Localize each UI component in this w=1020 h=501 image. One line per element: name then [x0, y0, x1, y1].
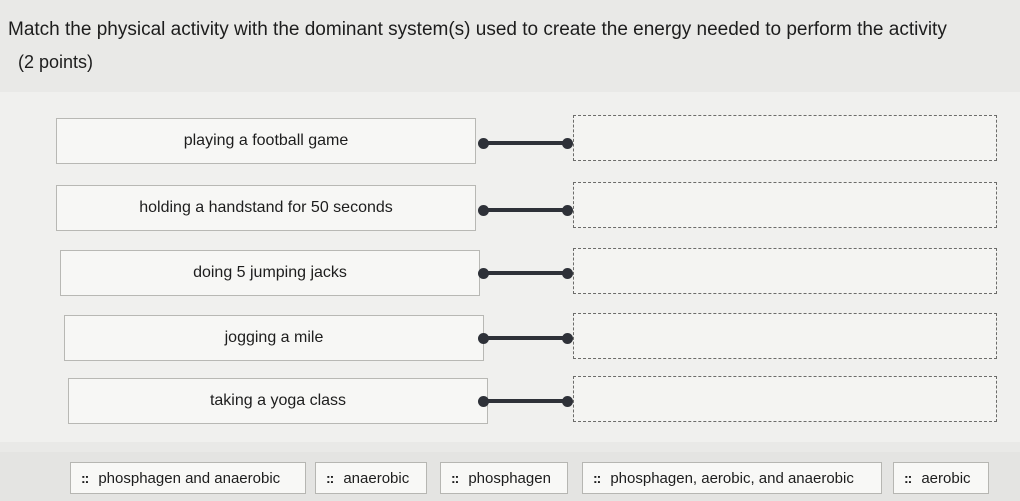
- answer-option[interactable]: [582, 462, 882, 494]
- answer-drop-zone[interactable]: [573, 376, 997, 422]
- connector-dot-end: [562, 205, 573, 216]
- answer-option-label: phosphagen, aerobic, and anaerobic: [610, 469, 854, 487]
- connector-dot-end: [562, 333, 573, 344]
- answer-option[interactable]: [315, 462, 427, 494]
- answer-drop-zone[interactable]: [573, 182, 997, 228]
- points-label: (2 points): [18, 52, 94, 72]
- connector-dot-end: [562, 138, 573, 149]
- connector-dot-end: [562, 268, 573, 279]
- question-text: Match the physical activity with the dominant system(s) used to create the energy needed to perform the activity: [8, 19, 947, 40]
- connector-line: [484, 141, 568, 145]
- activity-item: [56, 185, 476, 231]
- activity-label: jogging a mile: [224, 329, 324, 346]
- activity-label: taking a yoga class: [209, 392, 347, 409]
- answer-option-label: aerobic: [921, 469, 971, 487]
- drag-handle-icon: ::: [451, 470, 459, 486]
- activity-item: [64, 315, 484, 361]
- connector-line: [484, 336, 568, 340]
- answer-option[interactable]: [893, 462, 989, 494]
- answer-option[interactable]: [440, 462, 568, 494]
- connector-line: [484, 271, 568, 275]
- activity-item: [56, 118, 476, 164]
- activity-label: playing a football game: [183, 132, 349, 149]
- answer-drop-zone[interactable]: [573, 248, 997, 294]
- drag-handle-icon: ::: [81, 470, 89, 486]
- answer-option-label: anaerobic: [343, 469, 410, 487]
- answer-drop-zone[interactable]: [573, 115, 997, 161]
- drag-handle-icon: ::: [904, 470, 912, 486]
- connector-line: [484, 208, 568, 212]
- activity-item: [60, 250, 480, 296]
- answer-option-label: phosphagen and anaerobic: [98, 469, 281, 487]
- activity-label: doing 5 jumping jacks: [193, 264, 347, 281]
- activity-item: [68, 378, 488, 424]
- answer-drop-zone[interactable]: [573, 313, 997, 359]
- connector-line: [484, 399, 568, 403]
- drag-handle-icon: ::: [593, 470, 601, 486]
- answer-option-label: phosphagen: [468, 469, 551, 487]
- connector-dot-end: [562, 396, 573, 407]
- drag-handle-icon: ::: [326, 470, 334, 486]
- answer-option[interactable]: [70, 462, 306, 494]
- activity-label: holding a handstand for 50 seconds: [139, 199, 393, 216]
